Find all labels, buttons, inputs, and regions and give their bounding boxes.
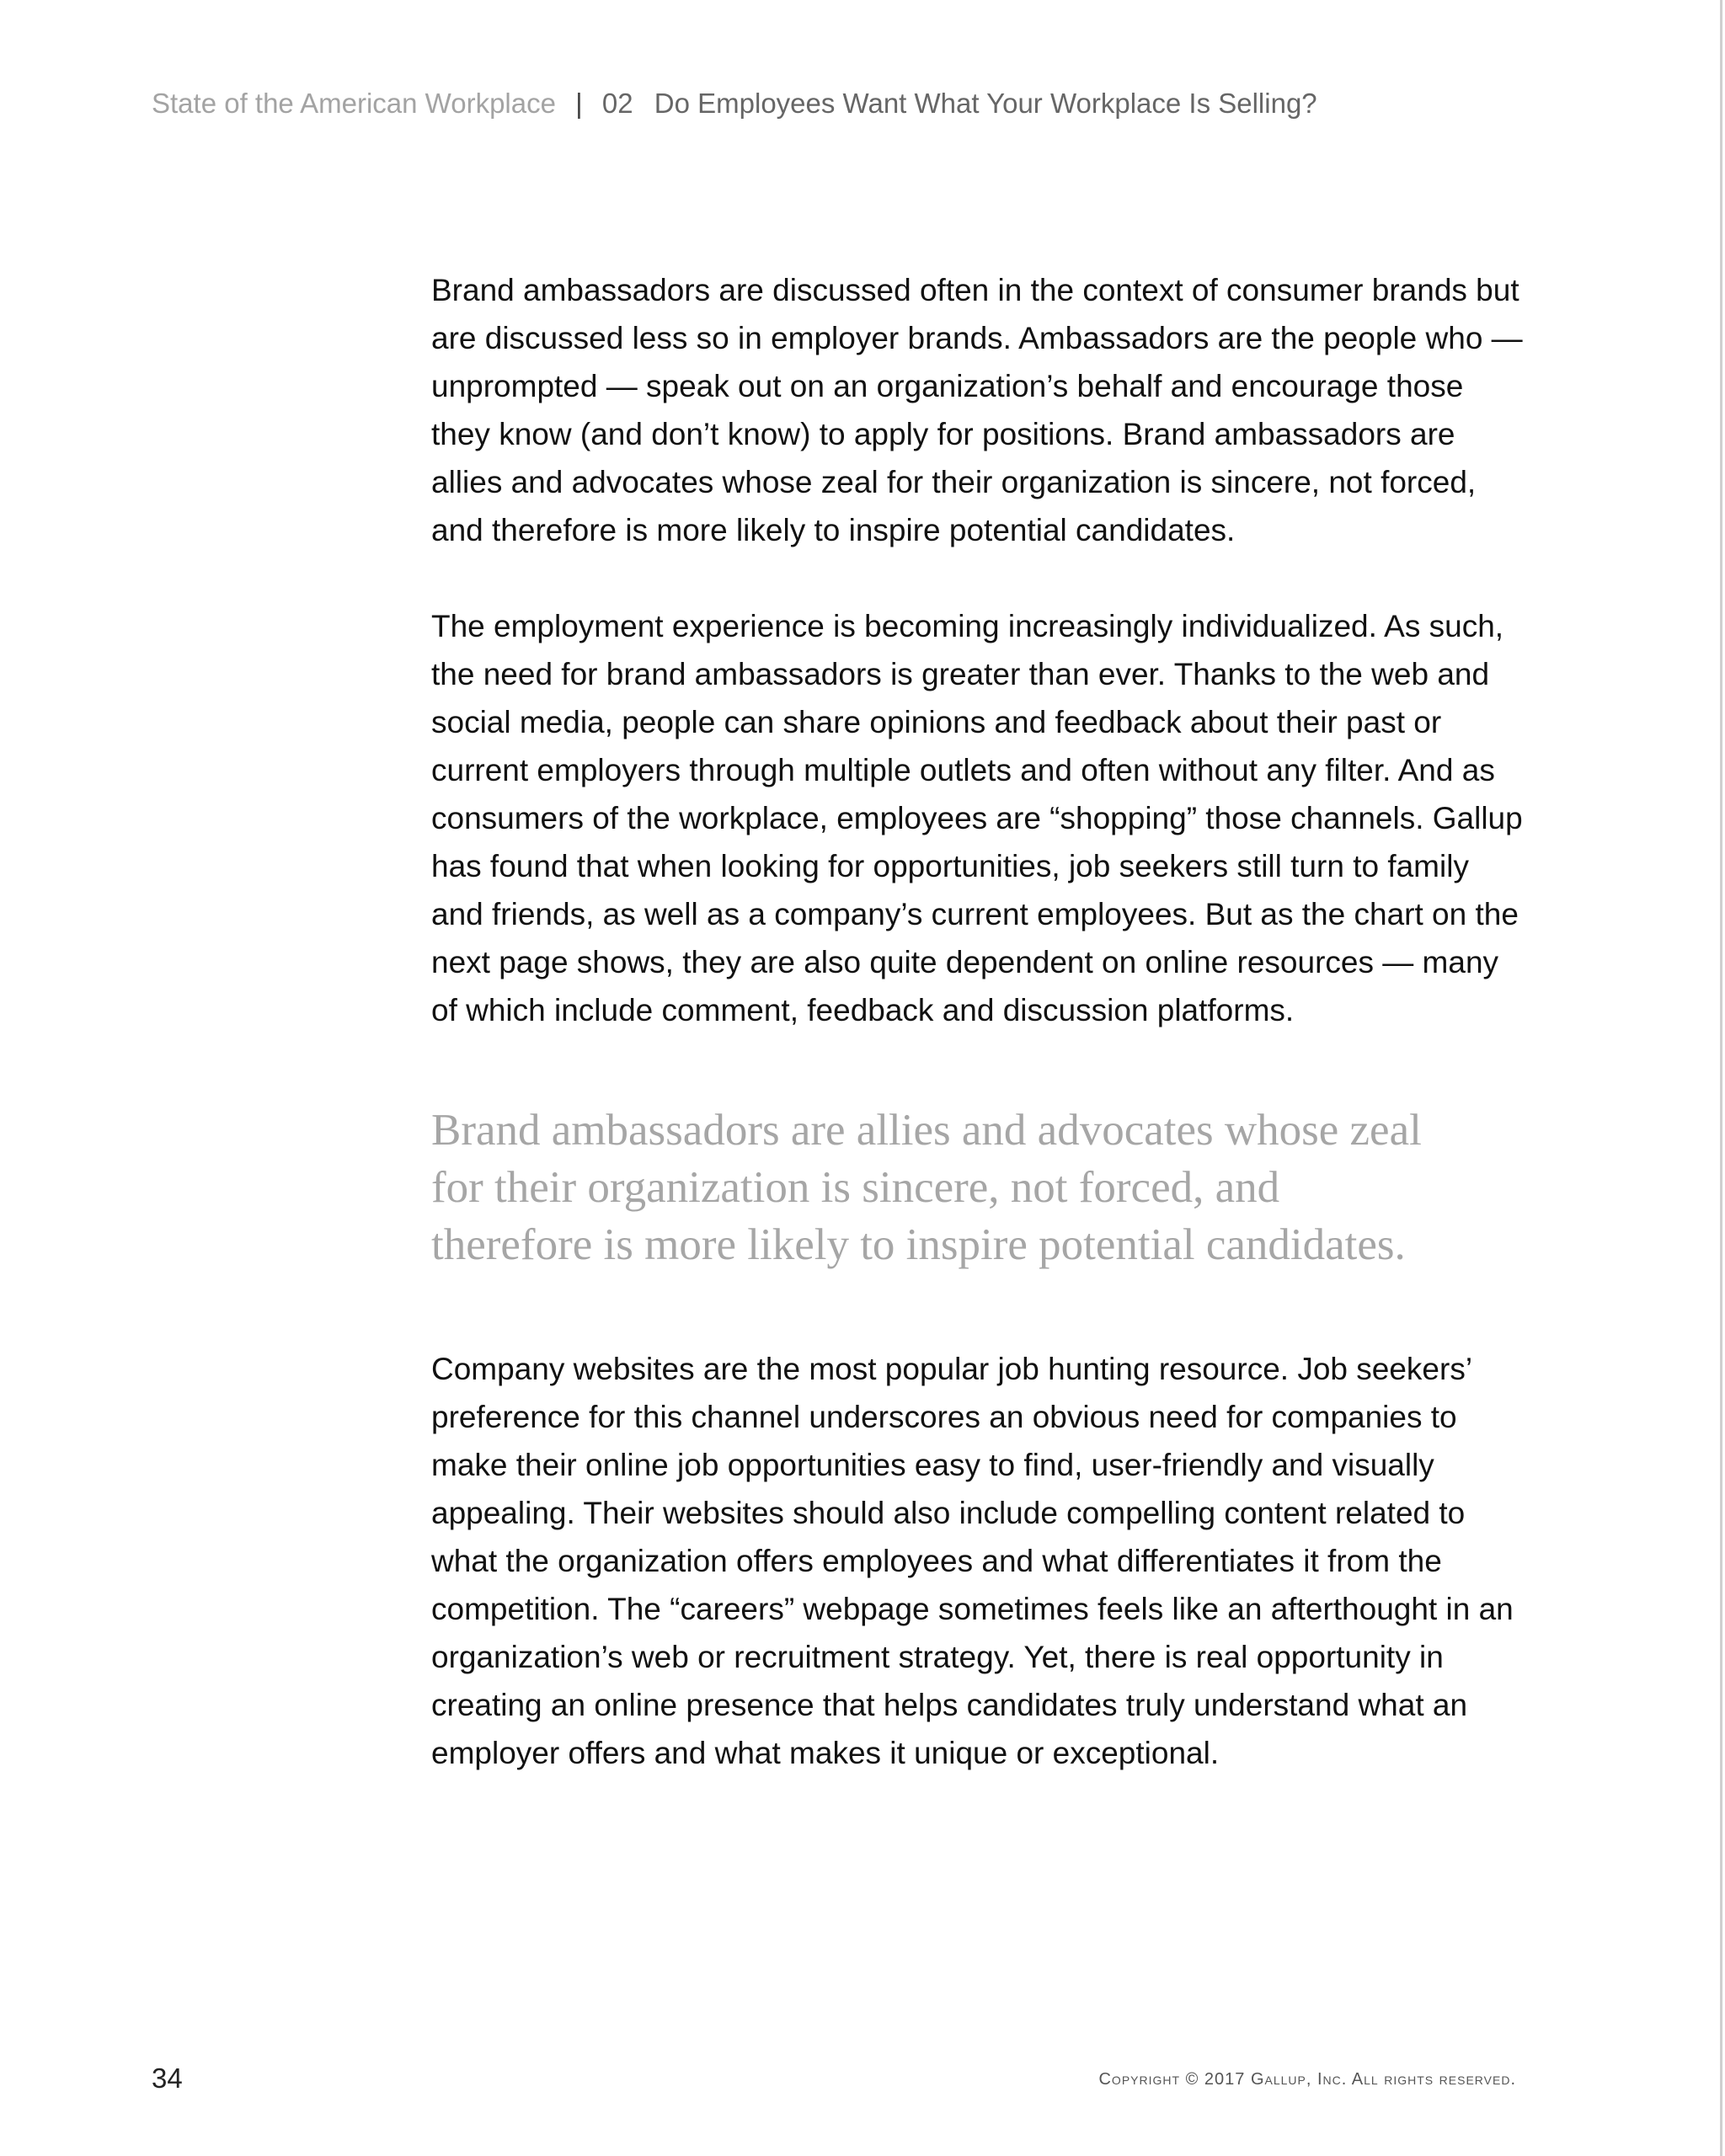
- copyright-notice: Copyright © 2017 Gallup, Inc. All rights reserved.: [1098, 2070, 1516, 2089]
- page-edge-rule: [1720, 0, 1722, 2156]
- header-separator: |: [575, 88, 583, 119]
- chapter-title: Do Employees Want What Your Workplace Is Selling?: [654, 88, 1317, 119]
- body-paragraph-1: Brand ambassadors are discussed often in the context of consumer brands but are discussed less so in employer brands. Ambassadors are the people who — unprompted — speak out on an organization’s behalf and encourage those they know (and don’t know) to apply for positions. Brand ambassadors are allies and advocates whose zeal for their organization is sincere, not forced, and therefore is more likely to inspire potential candidates.: [431, 273, 1523, 547]
- report-title: State of the American Workplace: [152, 88, 556, 119]
- main-content: [431, 266, 1526, 1777]
- page-number: 34: [152, 2063, 183, 2094]
- body-paragraph-3: Company websites are the most popular job hunting resource. Job seekers’ preference for this channel underscores an obvious need for companies to make their online job opportunities easy to find, user-friendly and visually appealing. Their websites should also include compelling content related to what the organization offers employees and what differentiates it from the competition. The “careers” webpage sometimes feels like an afterthought in an organization’s web or recruitment strategy. Yet, there is real opportunity in creating an online presence that helps candidates truly understand what an employer offers and what makes it unique or exceptional.: [431, 1352, 1514, 1770]
- pull-quote: Brand ambassadors are allies and advocates whose zeal for their organization is sincere, not forced, and therefore is more likely to inspire potential candidates.: [431, 1106, 1422, 1269]
- running-header: [152, 84, 1317, 123]
- body-paragraph-2: The employment experience is becoming increasingly individualized. As such, the need for brand ambassadors is greater than ever. Thanks to the web and social media, people can share opinions and feedback about their past or current employers through multiple outlets and often without any filter. And as consumers of the workplace, employees are “shopping” those channels. Gallup has found that when looking for opportunities, job seekers still turn to family and friends, as well as a company’s current employees. But as the chart on the next page shows, they are also quite dependent on online resources — many of which include comment, feedback and discussion platforms.: [431, 609, 1523, 1027]
- chapter-number: 02: [601, 88, 633, 119]
